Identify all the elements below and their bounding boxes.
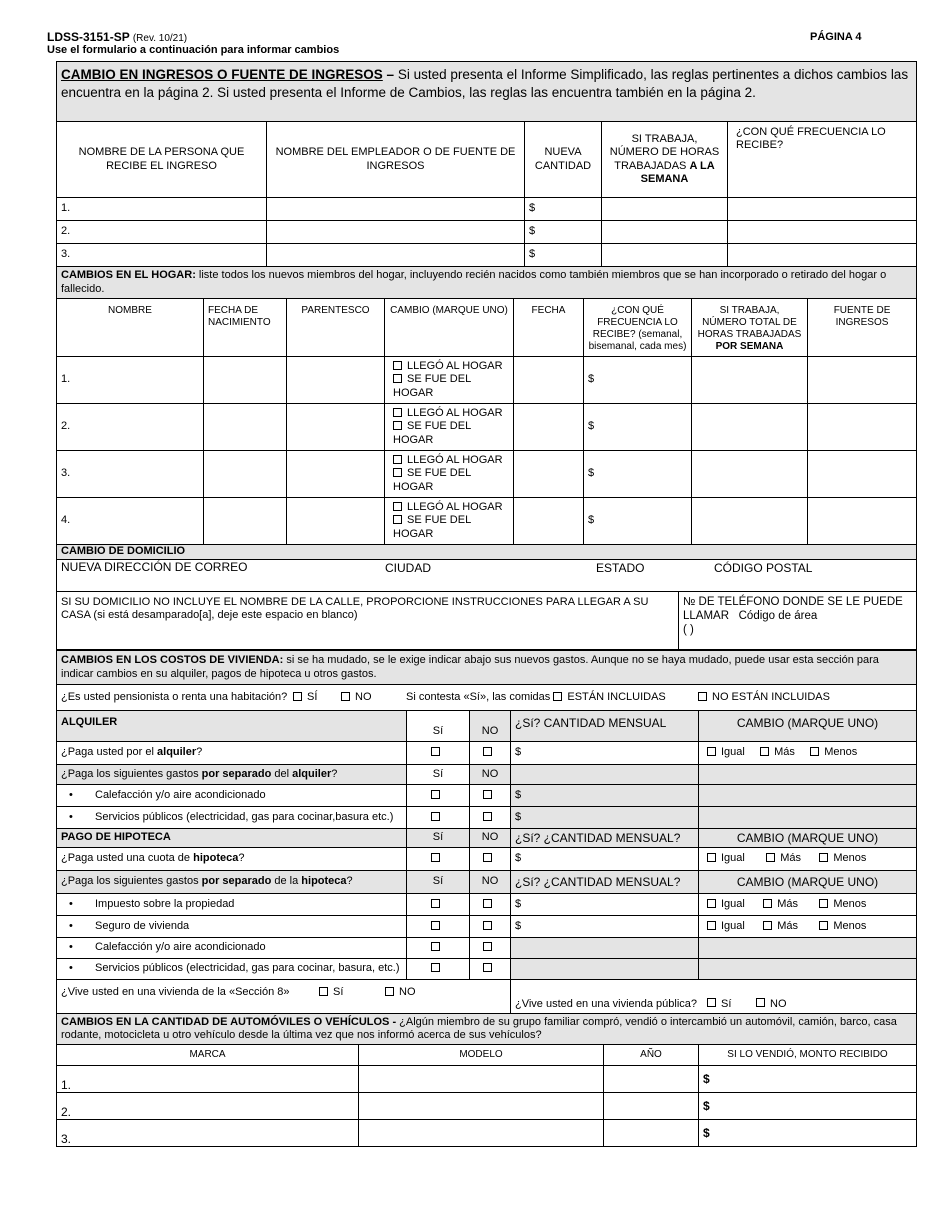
- vehicle-year-field[interactable]: [604, 1066, 699, 1093]
- equal-checkbox[interactable]: [707, 853, 716, 862]
- phone-field[interactable]: № DE TELÉFONO DONDE SE LE PUEDE LLAMAR Código de área ( ): [679, 592, 917, 650]
- equal-checkbox[interactable]: [707, 921, 716, 930]
- income-hours-field[interactable]: [602, 244, 728, 267]
- rent-heating-amount-field[interactable]: $: [511, 785, 699, 807]
- arrived-checkbox[interactable]: [393, 455, 402, 464]
- col-household-source: FUENTE DE INGRESOS: [808, 299, 917, 357]
- household-frequency-field[interactable]: $: [584, 451, 692, 498]
- address-table: [56, 544, 917, 650]
- form-revision: (Rev. 10/21): [132, 33, 188, 44]
- mailing-label: NUEVA DIRECCIÓN DE CORREO: [61, 560, 248, 574]
- household-frequency-field[interactable]: $: [584, 498, 692, 545]
- household-hours-field[interactable]: [692, 404, 808, 451]
- meals-included-checkbox[interactable]: [553, 692, 562, 701]
- more-checkbox[interactable]: [760, 747, 769, 756]
- property-tax-label: • Impuesto sobre la propiedad: [57, 894, 407, 916]
- household-intro: CAMBIOS EN EL HOGAR: liste todos los nuevos miembros del hogar, incluyendo recién nacidos como también miembros que se han incorporado o retirado del hogar o fallecido.: [57, 267, 917, 299]
- form-id: LDSS-3151-SP (Rev. 10/21): [47, 30, 188, 44]
- income-person-field[interactable]: 1.: [57, 198, 267, 221]
- household-dob-field[interactable]: [204, 451, 287, 498]
- rent-change-options: Igual Más Menos: [699, 742, 917, 765]
- mortgage-change-options: Igual Más Menos: [699, 848, 917, 871]
- col-household-change: CAMBIO (MARQUE UNO): [385, 299, 514, 357]
- state-label: ESTADO: [596, 561, 645, 575]
- city-label: CIUDAD: [385, 561, 432, 575]
- income-table: [56, 61, 917, 267]
- col-household-hours: SI TRABAJA, NÚMERO TOTAL DE HORAS TRABAJADAS POR SEMANA: [692, 299, 808, 357]
- household-relation-field[interactable]: [287, 451, 385, 498]
- vehicle-sold-field[interactable]: $: [699, 1093, 917, 1120]
- income-amount-field[interactable]: $: [525, 198, 602, 221]
- household-name-field[interactable]: 3.: [57, 451, 204, 498]
- col-household-dob: FECHA DE NACIMIENTO: [204, 299, 287, 357]
- household-dob-field[interactable]: [204, 357, 287, 404]
- household-name-field[interactable]: 2.: [57, 404, 204, 451]
- less-checkbox[interactable]: [819, 853, 828, 862]
- household-name-field[interactable]: 4.: [57, 498, 204, 545]
- rent-utilities-amount-field[interactable]: $: [511, 807, 699, 829]
- table-row: [57, 451, 917, 498]
- col-yes: Sí: [407, 711, 470, 742]
- col-income-employer: NOMBRE DEL EMPLEADOR O DE FUENTE DE INGRESOS: [267, 122, 525, 198]
- household-dob-field[interactable]: [204, 498, 287, 545]
- income-amount-field[interactable]: $: [525, 244, 602, 267]
- household-relation-field[interactable]: [287, 404, 385, 451]
- col-no: NO: [470, 711, 511, 742]
- mortgage-utilities-label: • Servicios públicos (electricidad, gas para cocinar, basura, etc.): [57, 959, 407, 980]
- zip-label: CÓDIGO POSTAL: [714, 561, 813, 575]
- public-no-checkbox[interactable]: [756, 998, 765, 1007]
- household-source-field[interactable]: [808, 451, 917, 498]
- insurance-amount-field[interactable]: $: [511, 916, 699, 938]
- col-household-date: FECHA: [514, 299, 584, 357]
- income-frequency-field[interactable]: [728, 244, 917, 267]
- table-row: [57, 198, 917, 221]
- table-row: [57, 1066, 917, 1093]
- vehicle-make-field[interactable]: 3.: [57, 1120, 359, 1147]
- less-checkbox[interactable]: [819, 921, 828, 930]
- vehicle-year-field[interactable]: [604, 1093, 699, 1120]
- less-checkbox[interactable]: [819, 899, 828, 908]
- household-change-options: LLEGÓ AL HOGAR SE FUE DEL HOGAR: [385, 451, 514, 498]
- household-source-field[interactable]: [808, 357, 917, 404]
- vehicle-model-field[interactable]: [359, 1093, 604, 1120]
- mailing-address-field[interactable]: [57, 560, 917, 592]
- rent-utilities-label: • Servicios públicos (electricidad, gas para cocinar,basura etc.): [57, 807, 407, 829]
- table-row: [57, 221, 917, 244]
- tax-yes-checkbox[interactable]: [431, 899, 440, 908]
- household-date-field[interactable]: [514, 451, 584, 498]
- household-source-field[interactable]: [808, 498, 917, 545]
- col-monthly: ¿Sí? CANTIDAD MENSUAL: [511, 711, 699, 742]
- col-income-person: NOMBRE DE LA PERSONA QUE RECIBE EL INGRESO: [57, 122, 267, 198]
- boarder-yes-checkbox[interactable]: [293, 692, 302, 701]
- rent-heating-no-checkbox[interactable]: [483, 790, 492, 799]
- rent-title: ALQUILER: [57, 711, 407, 742]
- household-name-field[interactable]: 1.: [57, 357, 204, 404]
- mortgage-utilities-no-checkbox[interactable]: [483, 963, 492, 972]
- income-hours-field[interactable]: [602, 198, 728, 221]
- col-vehicle-sold: SI LO VENDIÓ, MONTO RECIBIDO: [699, 1045, 917, 1066]
- col-change: CAMBIO (MARQUE UNO): [699, 711, 917, 742]
- mortgage-heating-yes-checkbox[interactable]: [431, 942, 440, 951]
- mortgage-yes-checkbox[interactable]: [431, 853, 440, 862]
- vehicle-year-field[interactable]: [604, 1120, 699, 1147]
- more-checkbox[interactable]: [763, 899, 772, 908]
- tax-no-checkbox[interactable]: [483, 899, 492, 908]
- income-frequency-field[interactable]: [728, 198, 917, 221]
- address-title: CAMBIO DE DOMICILIO: [57, 545, 917, 560]
- left-checkbox[interactable]: [393, 374, 402, 383]
- pay-mortgage-question: ¿Paga usted una cuota de hipoteca?: [57, 848, 407, 871]
- col-household-name: NOMBRE: [57, 299, 204, 357]
- tax-change-options: Igual Más Menos: [699, 894, 917, 916]
- section8-row: ¿Vive usted en una vivienda de la «Sección 8» Sí NO: [57, 980, 511, 1015]
- household-frequency-field[interactable]: $: [584, 357, 692, 404]
- more-checkbox[interactable]: [766, 853, 775, 862]
- household-date-field[interactable]: [514, 404, 584, 451]
- col-household-frequency: ¿CON QUÉ FRECUENCIA LO RECIBE? (semanal, bisemanal, cada mes): [584, 299, 692, 357]
- vehicles-table: [56, 1013, 917, 1147]
- vehicle-model-field[interactable]: [359, 1120, 604, 1147]
- less-checkbox[interactable]: [810, 747, 819, 756]
- household-change-options: LLEGÓ AL HOGAR SE FUE DEL HOGAR: [385, 498, 514, 545]
- mortgage-utilities-yes-checkbox[interactable]: [431, 963, 440, 972]
- left-checkbox[interactable]: [393, 515, 402, 524]
- mortgage-amount-field[interactable]: $: [511, 848, 699, 871]
- vehicle-model-field[interactable]: [359, 1066, 604, 1093]
- household-change-options: LLEGÓ AL HOGAR SE FUE DEL HOGAR: [385, 404, 514, 451]
- equal-checkbox[interactable]: [707, 747, 716, 756]
- table-row: [57, 244, 917, 267]
- left-checkbox[interactable]: [393, 468, 402, 477]
- form-subtitle: Use el formulario a continuación para informar cambios: [47, 44, 340, 56]
- household-hours-field[interactable]: [692, 357, 808, 404]
- col-vehicle-model: MODELO: [359, 1045, 604, 1066]
- income-frequency-field[interactable]: [728, 221, 917, 244]
- vehicle-sold-field[interactable]: $: [699, 1066, 917, 1093]
- vehicle-make-field[interactable]: 1.: [57, 1066, 359, 1093]
- income-amount-field[interactable]: $: [525, 221, 602, 244]
- sep-rent-question: ¿Paga los siguientes gastos por separado del alquiler?: [57, 765, 407, 785]
- rent-amount-field[interactable]: $: [511, 742, 699, 765]
- vehicle-make-field[interactable]: 2.: [57, 1093, 359, 1120]
- table-row: [57, 1120, 917, 1147]
- household-source-field[interactable]: [808, 404, 917, 451]
- vehicles-intro: CAMBIOS EN LA CANTIDAD DE AUTOMÓVILES O VEHÍCULOS - ¿Algún miembro de su grupo familiar compró, vendió o intercambió un automóvil, camión, barco, casa rodante, motocicleta u otro vehículo desde la última vez que nos informó acerca de sus vehículos?: [57, 1014, 917, 1045]
- rent-utilities-no-checkbox[interactable]: [483, 812, 492, 821]
- section8-yes-checkbox[interactable]: [319, 987, 328, 996]
- insurance-no-checkbox[interactable]: [483, 921, 492, 930]
- income-person-field[interactable]: 2.: [57, 221, 267, 244]
- household-table: [56, 266, 917, 545]
- household-relation-field[interactable]: [287, 357, 385, 404]
- home-insurance-label: • Seguro de vivienda: [57, 916, 407, 938]
- household-hours-field[interactable]: [692, 451, 808, 498]
- mortgage-no-checkbox[interactable]: [483, 853, 492, 862]
- section8-no-checkbox[interactable]: [385, 987, 394, 996]
- household-date-field[interactable]: [514, 498, 584, 545]
- income-intro: CAMBIO EN INGRESOS O FUENTE DE INGRESOS – Si usted presenta el Informe Simplificado, las reglas pertinentes a dichos cambios las encuentra en la página 2. Si usted presenta el Informe de Cambios, las reglas las encuentra también en la página 2.: [57, 62, 917, 122]
- housing-table: CAMBIOS EN LOS COSTOS DE VIVIENDA: si se ha mudado, se le exige indicar abajo sus nuevos gastos. Aunque no se haya mudado, puede usar esta sección para indicar cambios en su alquiler, pagos de hipoteca u otros gastos. ¿Es usted pensionista o renta una habitación? SÍ NO Si contesta «Sí», las comidas ESTÁN INCLUIDAS NO ESTÁN INCLUIDAS ALQUILER Sí NO ¿Sí? CANTIDAD MENSUAL CAMBIO (MARQUE UNO) ¿Paga usted por el alquiler? $ Igual Más Menos ¿Paga los siguientes gastos por separado del alquiler? Sí NO • Calefacción y/o aire acondicionado $ • Servicios públicos (electricidad, gas para cocinar,basura etc.) $ PAGO DE HIPOTECA Sí NO ¿Sí? ¿CANTIDAD MENSUAL? CAMBIO (MARQUE UNO) ¿Paga usted una cuota de hipoteca? $ Igual Más Menos ¿Paga los siguientes gastos por separado de la hipoteca? Sí NO ¿Sí? ¿CANTIDAD MENSUAL? CAMBIO (MARQUE UNO) • Impuesto sobre la propiedad $ Igual Más Menos • Seguro de vivienda $ Igual Más Menos • Calefacción y/o aire acondicionado • Servicios públicos (electricidad, gas para cocinar, basura, etc.) ¿Vive usted en una vivienda de la «Sección 8» Sí NO ¿Vive usted en una vivienda pública? Sí NO: [56, 650, 917, 1015]
- rent-yes-checkbox[interactable]: [431, 747, 440, 756]
- insurance-yes-checkbox[interactable]: [431, 921, 440, 930]
- pay-rent-question: ¿Paga usted por el alquiler?: [57, 742, 407, 765]
- household-date-field[interactable]: [514, 357, 584, 404]
- table-row: [57, 498, 917, 545]
- arrived-checkbox[interactable]: [393, 361, 402, 370]
- mortgage-heating-label: • Calefacción y/o aire acondicionado: [57, 938, 407, 959]
- more-checkbox[interactable]: [763, 921, 772, 930]
- col-income-frequency: ¿CON QUÉ FRECUENCIA LO RECIBE?: [728, 122, 917, 198]
- household-relation-field[interactable]: [287, 498, 385, 545]
- table-row: [57, 357, 917, 404]
- income-person-field[interactable]: 3.: [57, 244, 267, 267]
- col-income-amount: NUEVA CANTIDAD: [525, 122, 602, 198]
- household-frequency-field[interactable]: $: [584, 404, 692, 451]
- col-vehicle-year: AÑO: [604, 1045, 699, 1066]
- table-row: [57, 404, 917, 451]
- income-hours-field[interactable]: [602, 221, 728, 244]
- meals-not-included-checkbox[interactable]: [698, 692, 707, 701]
- insurance-change-options: Igual Más Menos: [699, 916, 917, 938]
- rent-utilities-yes-checkbox[interactable]: [431, 812, 440, 821]
- income-employer-field[interactable]: [267, 221, 525, 244]
- rent-no-checkbox[interactable]: [483, 747, 492, 756]
- public-yes-checkbox[interactable]: [707, 998, 716, 1007]
- table-row: [57, 1093, 917, 1120]
- rent-heating-label: • Calefacción y/o aire acondicionado: [57, 785, 407, 807]
- household-dob-field[interactable]: [204, 404, 287, 451]
- directions-field[interactable]: SI SU DOMICILIO NO INCLUYE EL NOMBRE DE LA CALLE, PROPORCIONE INSTRUCCIONES PARA LLEGAR A SU CASA (si está desamparado[a], deje este espacio en blanco): [57, 592, 679, 650]
- rent-heating-yes-checkbox[interactable]: [431, 790, 440, 799]
- left-checkbox[interactable]: [393, 421, 402, 430]
- mortgage-heating-no-checkbox[interactable]: [483, 942, 492, 951]
- housing-intro: CAMBIOS EN LOS COSTOS DE VIVIENDA: si se ha mudado, se le exige indicar abajo sus nuevos gastos. Aunque no se haya mudado, puede usar esta sección para indicar cambios en su alquiler, pagos de hipoteca u otros gastos.: [57, 651, 917, 685]
- income-employer-field[interactable]: [267, 198, 525, 221]
- col-household-relation: PARENTESCO: [287, 299, 385, 357]
- public-housing-row: ¿Vive usted en una vivienda pública? Sí NO: [511, 980, 917, 1015]
- tax-amount-field[interactable]: $: [511, 894, 699, 916]
- arrived-checkbox[interactable]: [393, 408, 402, 417]
- vehicle-sold-field[interactable]: $: [699, 1120, 917, 1147]
- household-hours-field[interactable]: [692, 498, 808, 545]
- page-number: PÁGINA 4: [810, 31, 862, 43]
- income-employer-field[interactable]: [267, 244, 525, 267]
- boarder-row: ¿Es usted pensionista o renta una habitación? SÍ NO Si contesta «Sí», las comidas ESTÁN INCLUIDAS NO ESTÁN INCLUIDAS: [57, 685, 917, 711]
- sep-mortgage-question: ¿Paga los siguientes gastos por separado de la hipoteca?: [57, 871, 407, 894]
- col-vehicle-make: MARCA: [57, 1045, 359, 1066]
- mortgage-title: PAGO DE HIPOTECA: [57, 829, 407, 848]
- col-income-hours: SI TRABAJA, NÚMERO DE HORAS TRABAJADAS A LA SEMANA: [602, 122, 728, 198]
- household-change-options: LLEGÓ AL HOGAR SE FUE DEL HOGAR: [385, 357, 514, 404]
- equal-checkbox[interactable]: [707, 899, 716, 908]
- boarder-no-checkbox[interactable]: [341, 692, 350, 701]
- arrived-checkbox[interactable]: [393, 502, 402, 511]
